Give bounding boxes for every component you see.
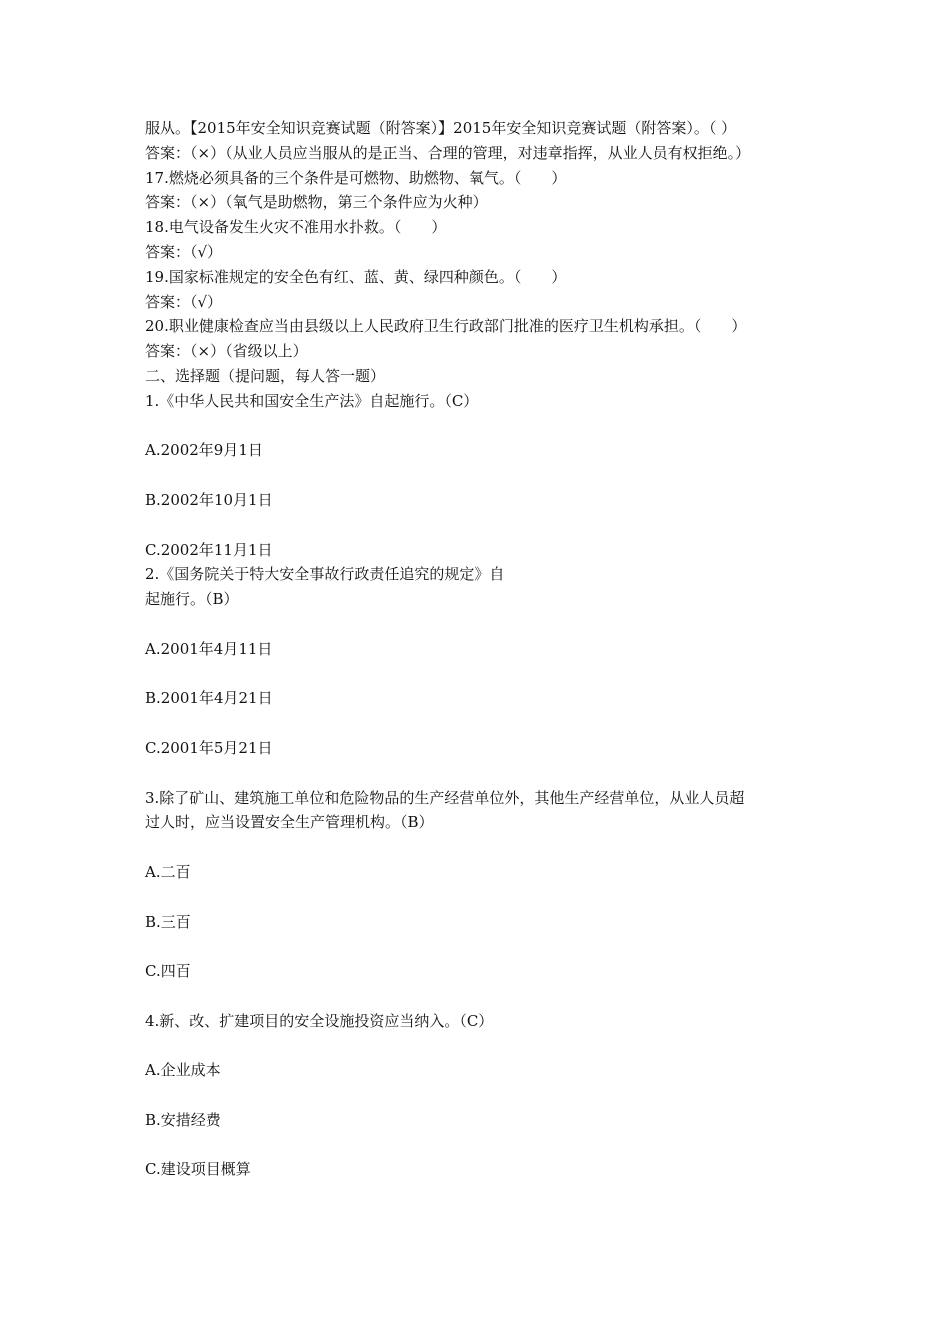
answer-20: 答案：（×）（省级以上）: [145, 342, 308, 361]
blank-line: [145, 934, 825, 959]
choice-question-4: 4.新、改、扩建项目的安全设施投资应当纳入。（C）: [145, 1011, 494, 1030]
blank-line: [145, 414, 825, 439]
document-body: [145, 116, 825, 1182]
blank-line: [145, 711, 825, 736]
answer-19: 答案：（√）: [145, 292, 223, 311]
option-4b: B.安措经费: [145, 1110, 221, 1129]
text-line: 服从。【2015年安全知识竞赛试题（附答案）】2015年安全知识竞赛试题（附答案）。（ ）: [145, 119, 737, 137]
blank-line: [145, 1033, 825, 1058]
blank-line: [145, 761, 825, 786]
option-1a: A.2002年9月1日: [145, 441, 263, 460]
question-18: 18.电气设备发生火灾不准用水扑救。（ ）: [145, 218, 447, 237]
blank-line: [145, 513, 825, 538]
option-4c: C.建设项目概算: [145, 1160, 251, 1179]
blank-line: [145, 662, 825, 687]
blank-line: [145, 885, 825, 910]
choice-question-3-cont: 过人时，应当设置安全生产管理机构。（B）: [145, 813, 434, 832]
option-3c: C.四百: [145, 962, 191, 981]
option-1b: B.2002年10月1日: [145, 490, 273, 509]
option-2b: B.2001年4月21日: [145, 689, 273, 708]
choice-question-1: 1.《中华人民共和国安全生产法》自起施行。（C）: [145, 391, 479, 410]
choice-question-3: 3.除了矿山、建筑施工单位和危险物品的生产经营单位外，其他生产经营单位，从业人员超: [145, 788, 745, 807]
blank-line: [145, 1133, 825, 1158]
choice-question-2-cont: 起施行。（B）: [145, 590, 239, 609]
answer-line: 答案：（×）（从业人员应当服从的是正当、合理的管理，对违章指挥，从业人员有权拒绝。）: [145, 143, 751, 162]
blank-line: [145, 835, 825, 860]
question-19: 19.国家标准规定的安全色有红、蓝、黄、绿四种颜色。（ ）: [145, 267, 567, 286]
question-20: 20.职业健康检查应当由县级以上人民政府卫生行政部门批准的医疗卫生机构承担。（ ）: [145, 317, 747, 336]
blank-line: [145, 984, 825, 1009]
option-2c: C.2001年5月21日: [145, 738, 273, 757]
blank-line: [145, 1083, 825, 1108]
option-4a: A.企业成本: [145, 1061, 221, 1080]
option-1c: C.2002年11月1日: [145, 540, 273, 559]
option-2a: A.2001年4月11日: [145, 639, 273, 658]
section-heading: 二、选择题（提问题，每人答一题）: [145, 366, 386, 385]
choice-question-2: 2.《国务院关于特大安全事故行政责任追究的规定》自: [145, 565, 505, 584]
option-3a: A.二百: [145, 862, 191, 881]
option-3b: B.三百: [145, 912, 191, 931]
question-17: 17.燃烧必须具备的三个条件是可燃物、助燃物、氧气。（ ）: [145, 168, 567, 187]
blank-line: [145, 612, 825, 637]
blank-line: [145, 463, 825, 488]
answer-17: 答案：（×）（氧气是助燃物，第三个条件应为火种）: [145, 193, 488, 212]
answer-18: 答案：（√）: [145, 242, 223, 261]
